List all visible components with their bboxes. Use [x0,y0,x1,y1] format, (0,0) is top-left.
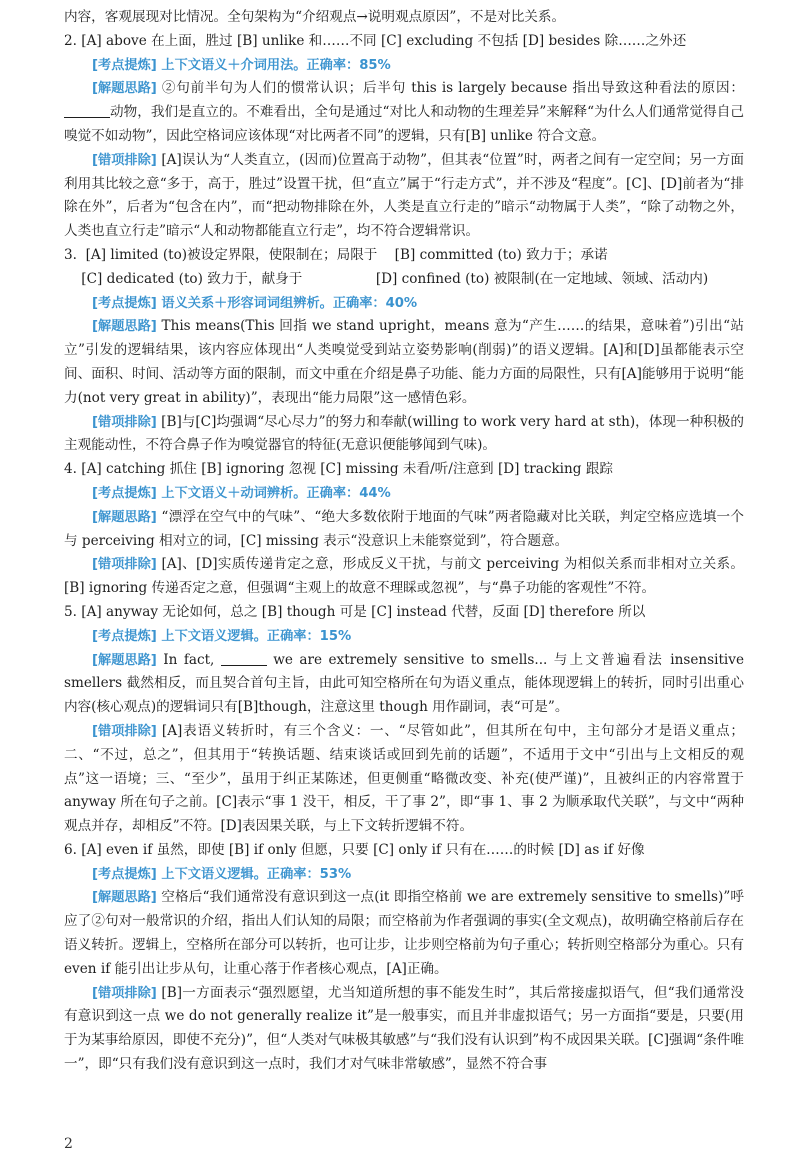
q6-kaodian-label: [考点提炼] 上下文语义逻辑。正确率：53% [92,866,352,882]
q6-cuoxiang [64,982,744,1077]
q4-cuoxiang-text: [A]、[D]实质传递肯定之意，形成反义干扰，与前文 perceiving 为相似关系而非相对立关系。[B] ignoring 传递否定之意，但强调“主观上的故意不理睬或忽视”，与“鼻子功能的客观性”不符。 [64,556,744,597]
q2-options: 2. [A] above 在上面，胜过 [B] unlike 和……不同 [C] excluding 不包括 [D] besides 除……之外还 [64,32,687,49]
q2-cuoxiang [64,149,744,244]
q4-kaodian [64,482,744,506]
q5-jieti-b: we are extremely sensitive to smells... 与上文普遍看法 insensitive smellers 截然相反，而且契合首句主旨，由此可知空格所在句为语义重点，能体现逻辑上的转折，同时引出重心内容(核心观点)的逻辑词只有[B]though，注意这里 though 用作副词，表“可是”。 [64,651,744,716]
q2-kaodian-label: [考点提炼] 上下文语义＋介词用法。正确率：85% [92,57,391,73]
q2-cuoxiang-text: [A]误认为“人类直立，(因而)位置高于动物”，但其表“位置”时，两者之间有一定空间；另一方面利用其比较之意“多于，高于，胜过”设置干扰，但“直立”属于“行走方式”，并不涉及“程度”。[C]、[D]前者为“排除在外”，后者为“包含在内”，而“把动物排除在外，人类是直立行走的”暗示“动物属于人类”，“除了动物之外，人类也直立行走”暗示“人和动物都能直立行走”，均不符合逻辑常识。 [64,151,745,240]
q5-jieti [64,649,744,720]
q5-cuoxiang-label: [错项排除] [92,723,157,739]
q3-kaodian-label: [考点提炼] 语义关系＋形容词词组辨析。正确率：40% [92,295,418,311]
q4-jieti [64,506,744,554]
q2-jieti-a: ②句前半句为人们的惯常认识；后半句 this is largely because 指出导致这种看法的原因： [161,80,744,97]
page-number: 2 [64,1136,73,1152]
q3-jieti [64,315,744,410]
q3-cuoxiang-label: [错项排除] [92,414,157,430]
q5-options: 5. [A] anyway 无论如何，总之 [B] though 可是 [C] instead 代替，反面 [D] therefore 所以 [64,603,646,620]
q2-cuoxiang-label: [错项排除] [92,152,157,168]
q6-jieti-label: [解题思路] [92,890,157,906]
q4-kaodian-label: [考点提炼] 上下文语义＋动词辨析。正确率：44% [92,485,391,501]
q3-jieti-text: This means(This 回指 we stand upright，means 意为“产生……的结果，意味着”)引出“站立”引发的逻辑结果，该内容应体现出“人类嗅觉受到站立姿势影响(削弱)”的语义逻辑。[A]和[D]虽都能表示空间、面积、时间、活动等方面的限制，而文中重在介绍是鼻子功能、能力方面的局限性，只有[A]能够用于说明“能力(not very great in ability)”，表现出“能力局限”这一感情色彩。 [64,318,744,406]
q3-jieti-label: [解题思路] [92,319,157,335]
q6-jieti-text: 空格后“我们通常没有意识到这一点(it 即指空格前 we are extremely sensitive to smells)”呼应了②句对一般常识的介绍，指出人们认知的局限；而空格前为作者强调的事实(全文观点)，故明确空格前后存在语义转折。逻辑上，空格所在部分可以转折，也可让步，让步则空格前为句子重心；转折则空格部分为重心。只有 even if 能引出让步从句，让重心落于作者核心观点，[A]正确。 [64,889,744,977]
q5-jieti-label: [解题思路] [92,652,157,668]
q2-jieti [64,77,744,148]
q4-jieti-label: [解题思路] [92,509,157,525]
q4-jieti-text: “漂浮在空气中的气味”、“绝大多数依附于地面的气味”两者隐藏对比关联，判定空格应选填一个与 perceiving 相对立的词，[C] missing 表示“没意识上未能察觉到”，符合题意。 [64,508,745,549]
q5-kaodian-label: [考点提炼] 上下文语义逻辑。正确率：15% [92,628,352,644]
q3-options-1: 3. [A] limited (to)被设定界限，使限制在；局限于 [B] committed (to) 致力于；承诺 [64,246,608,263]
q2-jieti-label: [解题思路] [92,81,157,97]
q5-cuoxiang-text: [A]表语义转折时，有三个含义：一、“尽管如此”，但其所在句中，主句部分才是语义重点；二、“不过，总之”，但其用于“转换话题、结束谈话或回到先前的话题”，不适用于文中“引出与上文相反的观点”这一语境；三、“至少”，虽用于纠正某陈述，但更侧重“略微改变、补充(使严谨)”，且被纠正的内容常置于 anyway 所在句子之前。[C]表示“事 1 没干，相反，干了事 2”，即“事 1、事 2 为顺承取代关联”，与文中“两种观点并存，却相反”不符。[D]表因果关联，与上下文转折逻辑不符。 [64,722,744,835]
q6-cuoxiang-label: [错项排除] [92,985,157,1001]
q5-kaodian [64,625,744,649]
q2-blank [64,103,110,118]
q6-cuoxiang-text: [B]一方面表示“强烈愿望，尤当知道所想的事不能发生时”，其后常接虚拟语气，但“我们通常没有意识到这一点 we do not generally realize it”是一般事实，而且并非虚拟语气；另一方面指“要是，只要(用于为某事给原因，即使不充分)”，但“人类对气味极其敏感”与“我们没有认识到”构不成因果关联。[C]强调“条件唯一”，即“只有我们没有意识到这一点时，我们才对气味非常敏感”，显然不符合事 [64,984,744,1073]
q5-blank [221,651,267,666]
q4-cuoxiang [64,553,744,601]
top-line: 内容，客观展现对比情况。全句架构为“介绍观点→说明观点原因”，不是对比关系。 [64,9,566,25]
q2-kaodian [64,54,744,78]
q4-cuoxiang-label: [错项排除] [92,557,157,573]
q3-cuoxiang-text: [B]与[C]均强调“尽心尽力”的努力和奉献(willing to work very hard at sth)，体现一种积极的主观能动性，不符合鼻子作为嗅觉器官的特征(无意识便能够闻到气味)。 [64,413,744,454]
q5-jieti-a: In fact, [163,651,215,668]
q3-kaodian [64,292,744,316]
q6-options: 6. [A] even if 虽然，即使 [B] if only 但愿，只要 [C] only if 只有在……的时候 [D] as if 好像 [64,841,645,858]
q6-jieti [64,886,744,981]
q5-cuoxiang [64,720,744,839]
q3-options-2: [C] dedicated (to) 致力于，献身于 [D] confined (to) 被限制(在一定地域、领域、活动内) [64,270,709,287]
q2-jieti-b: 动物，我们是直立的。不难看出，全句是通过“对比人和动物的生理差异”来解释“为什么人们通常觉得自己嗅觉不如动物”，因此空格词应该体现“对比两者不同”的逻辑，只有[B] unlike 符合文意。 [64,104,744,144]
q6-kaodian [64,863,744,887]
q4-options: 4. [A] catching 抓住 [B] ignoring 忽视 [C] missing 未看/听/注意到 [D] tracking 跟踪 [64,461,613,478]
q3-cuoxiang [64,411,744,459]
